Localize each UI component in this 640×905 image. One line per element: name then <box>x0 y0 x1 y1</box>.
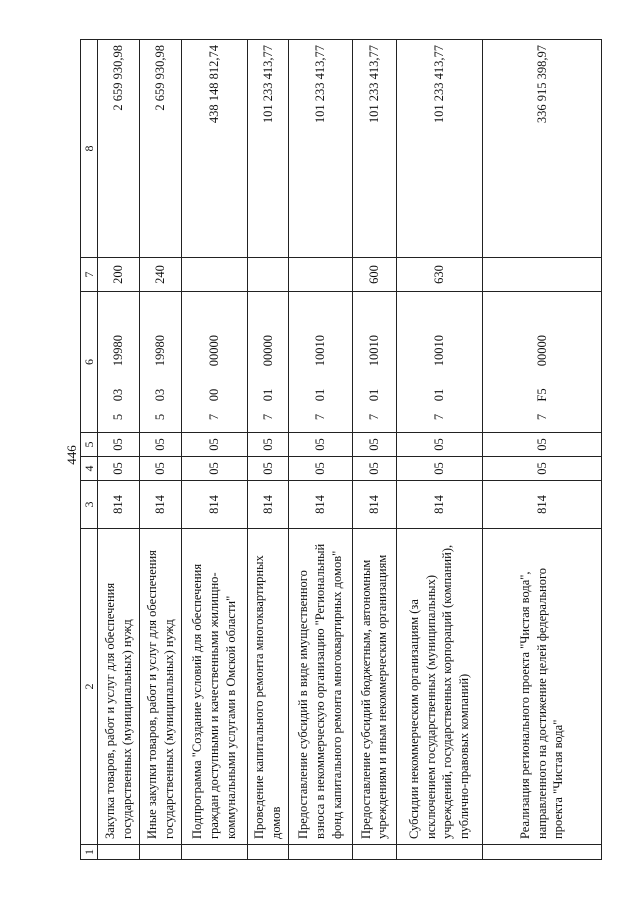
col5-value: 05 <box>352 433 396 457</box>
col6-value <box>288 292 352 433</box>
col7-value: 630 <box>396 258 482 292</box>
col7-value: 240 <box>140 258 182 292</box>
col6-direction: 19980 <box>111 335 126 367</box>
col8-amount: 2 659 930,98 <box>140 40 182 258</box>
table-row <box>288 40 352 860</box>
col6-subprogram: 01 <box>260 388 275 402</box>
header-col-6: 6 <box>81 292 98 433</box>
col3-value: 814 <box>396 481 482 529</box>
col6-program: 7 <box>313 413 327 421</box>
col6-program: 7 <box>260 413 275 421</box>
col6-direction: 19980 <box>153 335 168 367</box>
col6-program: 7 <box>432 413 446 421</box>
col4-value: 05 <box>182 457 248 481</box>
row-name: Иные закупки товаров, работ и услуг для обеспечения государственных (муниципальных) нужд <box>140 529 182 845</box>
col3-value: 814 <box>182 481 248 529</box>
col6-subprogram: 01 <box>432 388 446 402</box>
row-name: Закупка товаров, работ и услуг для обеспечения государственных (муниципальных) нужд <box>98 529 140 845</box>
col4-value: 05 <box>352 457 396 481</box>
table-row <box>396 40 482 860</box>
col7-value <box>182 258 248 292</box>
col5-value: 05 <box>182 433 248 457</box>
col6-direction: 00000 <box>207 335 222 367</box>
col7-value: 600 <box>352 258 396 292</box>
row-index-cell <box>482 845 601 860</box>
col6-direction: 00000 <box>260 335 275 367</box>
col8-amount: 101 233 413,77 <box>288 40 352 258</box>
row-name: Предоставление субсидий в виде имущественного взноса в некоммерческую организацию "Региональный фонд капитального ремонта многоквартирных домов" <box>288 529 352 845</box>
col6-subprogram: 01 <box>367 388 381 402</box>
col6-value <box>482 292 601 433</box>
col6-program: 5 <box>111 413 126 421</box>
header-col-1: 1 <box>81 845 98 860</box>
row-name: Предоставление субсидий бюджетным, автономным учреждениям и иным некоммерческим организациям <box>352 529 396 845</box>
row-name: Проведение капитального ремонта многоквартирных домов <box>248 529 289 845</box>
col6-value <box>140 292 182 433</box>
col5-value: 05 <box>248 433 289 457</box>
col6-program: 5 <box>153 413 168 421</box>
row-index-cell <box>248 845 289 860</box>
col6-value <box>248 292 289 433</box>
col4-value: 05 <box>482 457 601 481</box>
col3-value: 814 <box>248 481 289 529</box>
col3-value: 814 <box>482 481 601 529</box>
col6-program: 7 <box>367 413 381 421</box>
col5-value: 05 <box>140 433 182 457</box>
col4-value: 05 <box>288 457 352 481</box>
header-col-7: 7 <box>81 258 98 292</box>
col4-value: 05 <box>140 457 182 481</box>
header-col-2: 2 <box>81 529 98 845</box>
page-number: 446 <box>64 445 79 465</box>
col3-value: 814 <box>140 481 182 529</box>
col4-value: 05 <box>396 457 482 481</box>
col5-value: 05 <box>288 433 352 457</box>
col6-subprogram: 01 <box>313 388 327 402</box>
row-index-cell <box>396 845 482 860</box>
col6-direction: 10010 <box>367 335 381 367</box>
table-row <box>140 40 182 860</box>
col6-value <box>396 292 482 433</box>
col5-value: 05 <box>396 433 482 457</box>
row-index-cell <box>182 845 248 860</box>
col4-value: 05 <box>98 457 140 481</box>
table-row <box>182 40 248 860</box>
col5-value: 05 <box>482 433 601 457</box>
header-col-8: 8 <box>81 40 98 258</box>
row-name: Субсидии некоммерческим организациям (за исключением государственных (муниципальных) учреждений, государственных корпораций (компаний), публично-правовых компаний) <box>396 529 482 845</box>
col7-value <box>248 258 289 292</box>
table-row <box>248 40 289 860</box>
header-row <box>81 40 98 860</box>
rotated-table-wrapper <box>80 40 602 860</box>
col8-amount: 101 233 413,77 <box>352 40 396 258</box>
col7-value <box>288 258 352 292</box>
header-col-5: 5 <box>81 433 98 457</box>
col8-amount: 101 233 413,77 <box>248 40 289 258</box>
col5-value: 05 <box>98 433 140 457</box>
col6-direction: 10010 <box>313 335 327 367</box>
header-col-3: 3 <box>81 481 98 529</box>
col3-value: 814 <box>288 481 352 529</box>
col8-amount: 2 659 930,98 <box>98 40 140 258</box>
col6-subprogram: 03 <box>111 388 126 402</box>
col3-value: 814 <box>352 481 396 529</box>
col6-value <box>352 292 396 433</box>
col6-direction: 10010 <box>432 335 446 367</box>
col3-value: 814 <box>98 481 140 529</box>
row-index-cell <box>288 845 352 860</box>
col7-value: 200 <box>98 258 140 292</box>
col6-program: 7 <box>534 413 549 421</box>
table-row <box>352 40 396 860</box>
col6-subprogram: 00 <box>207 388 222 402</box>
col6-subprogram: F5 <box>534 388 549 402</box>
table-row <box>482 40 601 860</box>
row-name: Реализация регионального проекта "Чистая вода", направленного на достижение целей федерального проекта "Чистая вода" <box>482 529 601 845</box>
row-index-cell <box>352 845 396 860</box>
col8-amount: 336 915 398,97 <box>482 40 601 258</box>
col6-value <box>182 292 248 433</box>
table-row <box>98 40 140 860</box>
col6-direction: 00000 <box>534 335 549 367</box>
header-col-4: 4 <box>81 457 98 481</box>
col6-program: 7 <box>207 413 222 421</box>
col8-amount: 101 233 413,77 <box>396 40 482 258</box>
col8-amount: 438 148 812,74 <box>182 40 248 258</box>
col7-value <box>482 258 601 292</box>
budget-table <box>80 39 602 860</box>
row-index-cell <box>98 845 140 860</box>
row-name: Подпрограмма "Создание условий для обеспечения граждан доступными и качественными жилищно-коммунальными услугами в Омской области" <box>182 529 248 845</box>
col6-subprogram: 03 <box>153 388 168 402</box>
col4-value: 05 <box>248 457 289 481</box>
col6-value <box>98 292 140 433</box>
row-index-cell <box>140 845 182 860</box>
